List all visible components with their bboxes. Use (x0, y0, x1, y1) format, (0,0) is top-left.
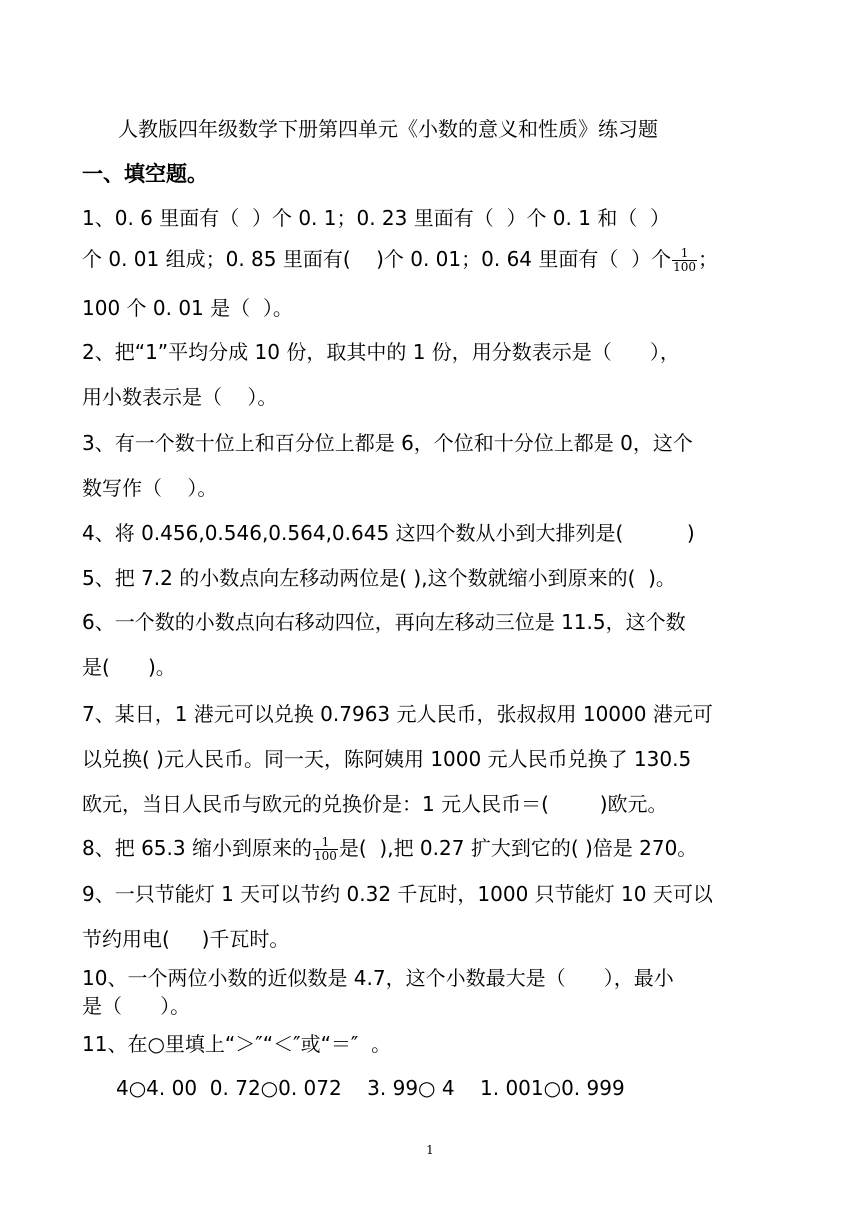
question-10-line-2: 是（ ）。 (82, 994, 191, 1018)
question-6-line-1: 6、一个数的小数点向右移动四位，再向左移动三位是 11.5，这个数 (82, 610, 686, 634)
page-title: 人教版四年级数学下册第四单元《小数的意义和性质》练习题 (118, 117, 658, 141)
fraction-denominator: 100 (673, 260, 696, 274)
fraction-numerator: 1 (313, 836, 338, 850)
page-number: 1 (426, 1143, 434, 1157)
question-9-line-2: 节约用电( )千瓦时。 (82, 927, 290, 951)
question-11-comparisons: 4○4. 00 0. 72○0. 072 3. 99○ 4 1. 001○0. 999 (116, 1076, 625, 1100)
question-8-text-b: 是( ),把 0.27 扩大到它的( )倍是 270。 (338, 836, 698, 860)
fraction-one-hundredth (313, 836, 338, 863)
question-8 (82, 836, 697, 863)
fraction-numerator: 1 (672, 247, 697, 261)
question-7-line-1: 7、某日，1 港元可以兑换 0.7963 元人民币，张叔叔用 10000 港元可 (82, 702, 713, 726)
question-7-line-2: 以兑换( )元人民币。同一天，陈阿姨用 1000 元人民币兑换了 130.5 (82, 747, 692, 771)
question-5: 5、把 7.2 的小数点向左移动两位是( ),这个数就缩小到原来的( )。 (82, 566, 676, 590)
question-2-line-2: 用小数表示是（ ）。 (82, 385, 278, 409)
question-2-line-1: 2、把“1”平均分成 10 份，取其中的 1 份，用分数表示是（ ）， (82, 340, 680, 364)
question-3-line-1: 3、有一个数十位上和百分位上都是 6，个位和十分位上都是 0，这个 (82, 431, 693, 455)
question-10-line-1: 10、一个两位小数的近似数是 4.7，这个小数最大是（ ），最小 (82, 966, 674, 990)
section-heading-fill-blanks: 一、填空题。 (82, 162, 208, 186)
question-8-text-a: 8、把 65.3 缩小到原来的 (82, 836, 312, 860)
question-6-line-2: 是( )。 (82, 655, 176, 679)
question-11-line-1: 11、在○里填上“＞″“＜″或“＝″ 。 (82, 1032, 392, 1056)
question-7-line-3: 欧元，当日人民币与欧元的兑换价是：1 元人民币＝( )欧元。 (82, 792, 668, 816)
fraction-one-hundredth (672, 247, 697, 274)
question-4: 4、将 0.456,0.546,0.564,0.645 这四个数从小到大排列是( ) (82, 521, 695, 545)
fraction-denominator: 100 (313, 849, 337, 863)
question-9-line-1: 9、一只节能灯 1 天可以节约 0.32 千瓦时，1000 只节能灯 10 天可以 (82, 882, 713, 906)
question-3-line-2: 数写作（ ）。 (82, 476, 218, 500)
question-1-line-1: 1、0. 6 里面有（ ）个 0. 1；0. 23 里面有（ ）个 0. 1 和（ ） (82, 206, 671, 230)
question-1-line-3: 100 个 0. 01 是（ ）。 (82, 296, 293, 320)
question-1-line-2 (82, 247, 718, 274)
question-1-line-2-end: ； (698, 247, 718, 271)
question-1-line-2-text: 个 0. 01 组成；0. 85 里面有( )个 0. 01；0. 64 里面有（ ）个 (82, 247, 672, 271)
